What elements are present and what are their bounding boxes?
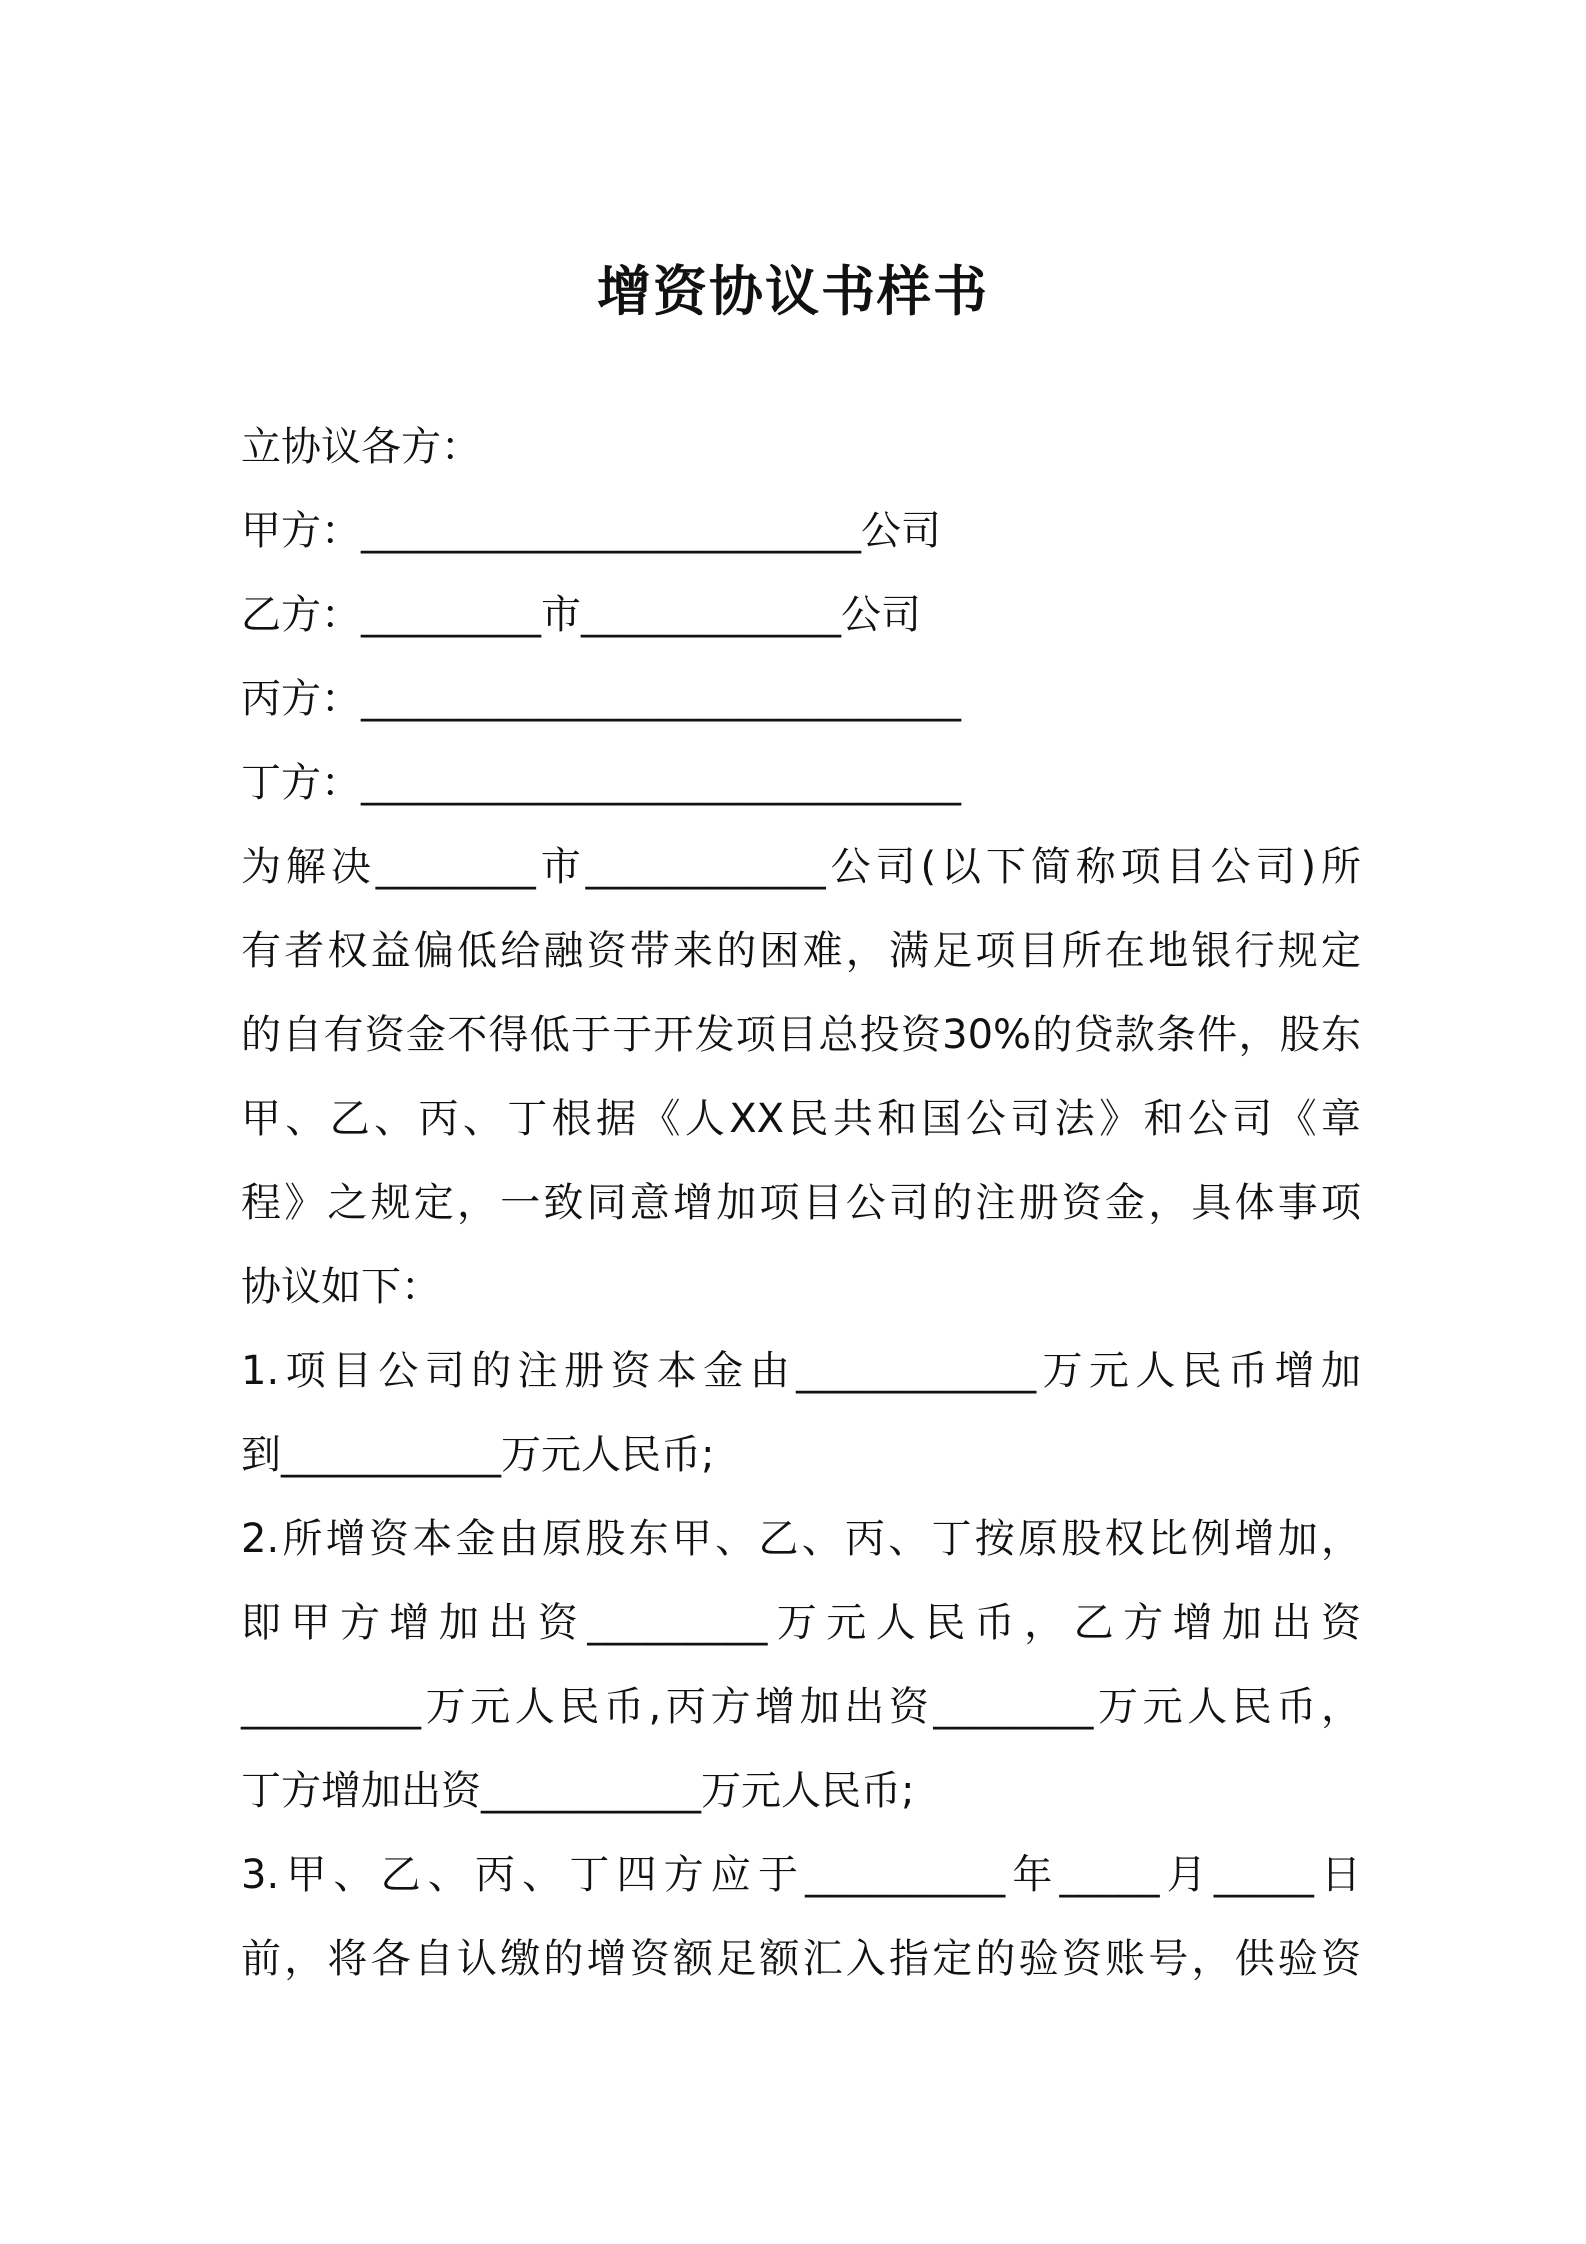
paragraph-line: 协议如下：: [241, 1264, 441, 1310]
party-c-line: 丙方：______________________________: [241, 676, 961, 722]
clause-line: 2.所增资本金由原股东甲、乙、丙、丁按原股权比例增加，: [241, 1516, 1361, 1562]
paragraph-line: 程》之规定，一致同意增加项目公司的注册资金，具体事项: [241, 1180, 1361, 1226]
document-title: 增资协议书样书: [597, 260, 989, 323]
clause-line: 到___________万元人民币;: [241, 1432, 715, 1478]
paragraph-line: 的自有资金不得低于于开发项目总投资30%的贷款条件，股东: [241, 1012, 1361, 1058]
party-b-line: 乙方：_________市_____________公司: [241, 592, 921, 638]
clause-line: _________万元人民币,丙方增加出资________万元人民币，: [241, 1684, 1361, 1730]
party-a-line: 甲方：_________________________公司: [241, 508, 941, 554]
clause-line: 丁方增加出资___________万元人民币;: [241, 1768, 915, 1814]
paragraph-line: 为解决________市____________公司(以下简称项目公司)所: [241, 844, 1361, 890]
paragraph-line: 有者权益偏低给融资带来的困难，满足项目所在地银行规定: [241, 928, 1361, 974]
clause-line: 即甲方增加出资_________万元人民币，乙方增加出资: [241, 1600, 1361, 1646]
clause-line: 前，将各自认缴的增资额足额汇入指定的验资账号，供验资: [241, 1936, 1361, 1982]
party-d-line: 丁方：______________________________: [241, 760, 961, 806]
document-line: 立协议各方：: [241, 424, 481, 470]
paragraph-line: 甲、乙、丙、丁根据《人XX民共和国公司法》和公司《章: [241, 1096, 1361, 1142]
document-body: [241, 405, 1361, 2001]
clause-line: 3.甲、乙、丙、丁四方应于__________年_____月_____日: [241, 1852, 1361, 1898]
clause-line: 1.项目公司的注册资本金由____________万元人民币增加: [241, 1348, 1361, 1394]
